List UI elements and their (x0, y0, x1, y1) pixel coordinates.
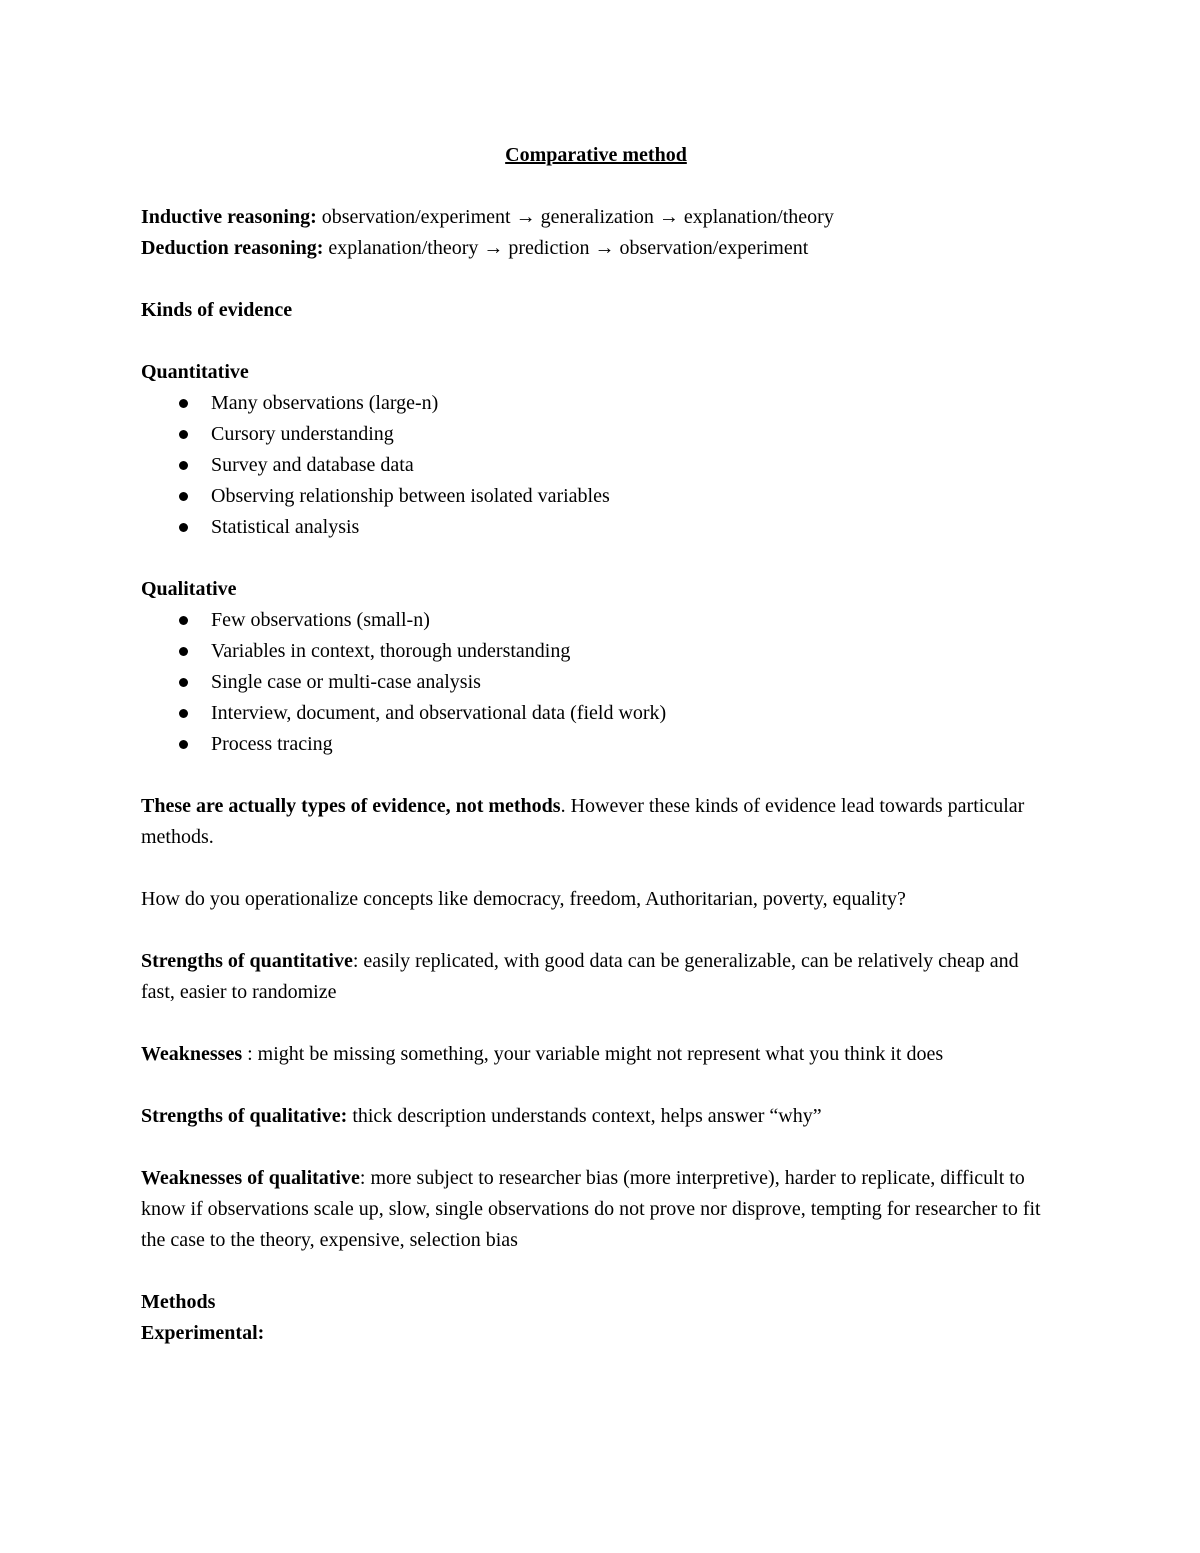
inductive-label: Inductive reasoning: (141, 206, 317, 228)
bullet-icon (179, 492, 188, 501)
weaknesses-paragraph: Weaknesses : might be missing something, your variable might not represent what you think it does (141, 1043, 944, 1065)
bullet-icon (179, 430, 188, 439)
list-item: Single case or multi-case analysis (141, 667, 1051, 698)
bullet-icon (179, 399, 188, 408)
list-item: Many observations (large-n) (141, 388, 1051, 419)
methods-heading: Methods (141, 1291, 216, 1313)
experimental-heading: Experimental: (141, 1322, 265, 1344)
list-item: Observing relationship between isolated variables (141, 481, 1051, 512)
bullet-icon (179, 709, 188, 718)
kinds-heading: Kinds of evidence (141, 299, 293, 321)
quantitative-list (141, 388, 1051, 543)
strengths-qualitative-paragraph: Strengths of qualitative: thick description understands context, helps answer “why” (141, 1105, 822, 1127)
strengths-quantitative-paragraph: Strengths of quantitative: easily replicated, with good data can be generalizable, can be relatively cheap and fast, easier to randomize (141, 950, 1019, 1003)
list-item: Few observations (small-n) (141, 605, 1051, 636)
bullet-icon (179, 461, 188, 470)
bullet-icon (179, 740, 188, 749)
inductive-text: observation/experiment → generalization → explanation/theory (316, 206, 834, 228)
list-item: Process tracing (141, 729, 1051, 760)
evidence-note-paragraph: These are actually types of evidence, not methods. However these kinds of evidence lead towards particular methods. (141, 795, 1025, 848)
operationalize-paragraph: How do you operationalize concepts like democracy, freedom, Authoritarian, poverty, equality? (141, 888, 906, 910)
document-title: Comparative method (505, 144, 687, 166)
document-body (141, 140, 1051, 1349)
deductive-label: Deduction reasoning: (141, 237, 324, 259)
bullet-icon (179, 523, 188, 532)
list-item: Variables in context, thorough understanding (141, 636, 1051, 667)
quantitative-heading: Quantitative (141, 361, 249, 383)
list-item: Cursory understanding (141, 419, 1051, 450)
qualitative-heading: Qualitative (141, 578, 237, 600)
list-item: Survey and database data (141, 450, 1051, 481)
deductive-reasoning-line (141, 233, 1051, 264)
list-item: Statistical analysis (141, 512, 1051, 543)
deductive-text: explanation/theory → prediction → observation/experiment (323, 237, 809, 259)
list-item: Interview, document, and observational data (field work) (141, 698, 1051, 729)
inductive-reasoning-line (141, 202, 1051, 233)
bullet-icon (179, 647, 188, 656)
bullet-icon (179, 678, 188, 687)
qualitative-list (141, 605, 1051, 760)
bullet-icon (179, 616, 188, 625)
weaknesses-qualitative-paragraph: Weaknesses of qualitative: more subject to researcher bias (more interpretive), harder to replicate, difficult to know if observations scale up, slow, single observations do not prove nor disprove, tempting for researcher to fit the case to the theory, expensive, selection bias (141, 1167, 1041, 1251)
